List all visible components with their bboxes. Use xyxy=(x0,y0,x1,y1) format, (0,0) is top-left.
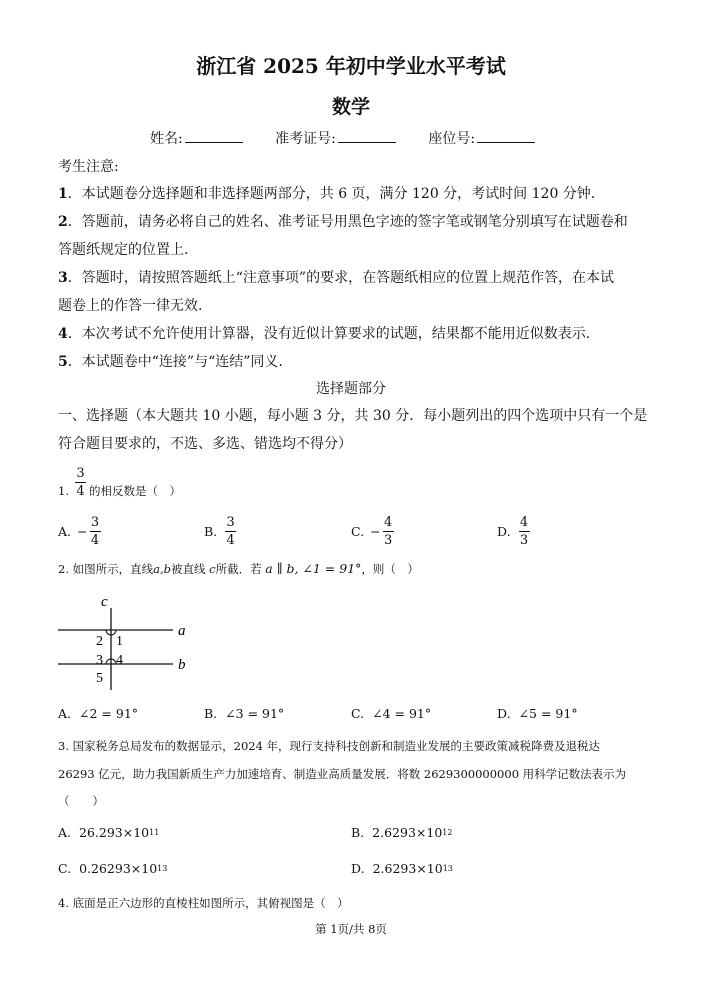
option-label: D. xyxy=(497,706,511,721)
question-number: 4. xyxy=(58,896,69,910)
seat-label: 座位号: xyxy=(428,131,476,147)
subject-title: 数学 xyxy=(331,96,370,118)
question-number: 2. xyxy=(58,562,69,576)
fraction-bar xyxy=(519,531,530,532)
question-number: 1. xyxy=(58,483,69,498)
exponent: 13 xyxy=(157,864,168,873)
fraction xyxy=(75,466,86,499)
q2-option-c[interactable] xyxy=(351,706,431,721)
name-label: 姓名: xyxy=(150,131,183,147)
fraction-bar xyxy=(75,482,86,483)
denominator: 3 xyxy=(519,533,529,548)
note-1: 1．本试题卷分选择题和非选择题两部分，共 6 页，满分 120 分，考试时间 120 分钟. xyxy=(58,186,596,202)
option-label: B. xyxy=(351,825,365,840)
q3-option-b[interactable] xyxy=(351,825,452,840)
question-stem: ，则（ ） xyxy=(361,562,419,576)
exponent: 13 xyxy=(442,864,453,873)
question-stem: 如图所示，直线 xyxy=(72,562,154,576)
option-text: 26.293×10 xyxy=(79,825,150,840)
option-text: 0.26293×10 xyxy=(79,861,158,876)
question-stem: 国家税务总局发布的数据显示，2024 年，现行支持科技创新和制造业发展的主要政策减税降费及退税达 xyxy=(72,739,601,753)
note-number: 4 xyxy=(58,326,68,342)
numerator: 3 xyxy=(226,515,235,530)
minus-sign: − xyxy=(77,524,88,539)
option-label: A. xyxy=(58,524,72,539)
q2-option-b[interactable] xyxy=(204,706,284,721)
part-one-line1: 一、选择题（本大题共 10 小题，每小题 3 分，共 30 分．每小题列出的四个选项中只有一个是 xyxy=(58,408,648,424)
question-stem: 所截．若 xyxy=(215,562,262,576)
denominator: 4 xyxy=(76,484,85,499)
option-text: ∠5 = 91° xyxy=(518,706,578,721)
math-variable: c xyxy=(209,562,216,576)
fraction xyxy=(90,515,101,548)
option-label: A. xyxy=(58,706,72,721)
question-3-line3: （ ） xyxy=(58,794,104,808)
exponent: 11 xyxy=(149,828,160,837)
numerator: 4 xyxy=(519,515,529,530)
question-3-line1 xyxy=(58,738,600,754)
option-text: ∠4 = 91° xyxy=(372,706,432,721)
option-text: 2.6293×10 xyxy=(372,861,443,876)
note-number: 1 xyxy=(58,186,68,202)
angle-4-label: 4 xyxy=(116,653,123,668)
option-label: C. xyxy=(351,706,365,721)
question-2 xyxy=(58,561,419,577)
fraction xyxy=(225,515,236,548)
angle-2-label: 2 xyxy=(96,634,103,649)
exam-title: 浙江省 2025 年初中学业水平考试 xyxy=(196,54,506,78)
info-row xyxy=(150,128,535,148)
notes-heading: 考生注意: xyxy=(58,159,119,175)
denominator: 3 xyxy=(383,533,393,548)
option-label: C. xyxy=(58,861,72,876)
q1-option-c[interactable] xyxy=(351,515,394,548)
q3-option-c[interactable] xyxy=(58,861,167,876)
section-title: 选择题部分 xyxy=(316,381,386,397)
option-label: C. xyxy=(351,524,365,539)
note-2-continued: 答题纸规定的位置上. xyxy=(58,242,189,258)
option-text: 2.6293×10 xyxy=(372,825,443,840)
note-4: 4．本次考试不允许使用计算器，没有近似计算要求的试题，结果都不能用近似数表示. xyxy=(58,326,591,342)
label-b: b xyxy=(178,657,186,673)
fraction-bar xyxy=(225,531,236,532)
note-text: 答题前，请务必将自己的姓名、准考证号用黑色字迹的签字笔或钢笔分别填写在试题卷和 xyxy=(81,214,628,230)
label-c: c xyxy=(101,594,108,610)
fraction-bar xyxy=(90,531,101,532)
option-label: B. xyxy=(204,706,218,721)
minus-sign: − xyxy=(370,524,381,539)
numerator: 4 xyxy=(383,515,393,530)
note-text: 答题时，请按照答题纸上“注意事项”的要求，在答题纸相应的位置上规范作答，在本试 xyxy=(81,270,615,286)
option-text: ∠3 = 91° xyxy=(225,706,285,721)
angle-3-label: 3 xyxy=(96,653,103,668)
note-number: 2 xyxy=(58,214,68,230)
note-3: 3．答题时，请按照答题纸上“注意事项”的要求，在答题纸相应的位置上规范作答，在本试 xyxy=(58,270,615,286)
denominator: 4 xyxy=(226,533,235,548)
option-label: A. xyxy=(58,825,72,840)
page-footer: 第 1页/共 8页 xyxy=(315,922,387,936)
q2-option-a[interactable] xyxy=(58,706,138,721)
id-blank xyxy=(338,130,396,143)
numerator: 3 xyxy=(76,466,85,481)
option-label: B. xyxy=(204,524,218,539)
note-2: 2．答题前，请务必将自己的姓名、准考证号用黑色字迹的签字笔或钢笔分别填写在试题卷和 xyxy=(58,214,628,230)
q1-option-b[interactable] xyxy=(204,515,236,548)
q2-figure xyxy=(58,594,198,694)
denominator: 4 xyxy=(90,533,100,548)
note-text: 本次考试不允许使用计算器，没有近似计算要求的试题，结果都不能用近似数表示. xyxy=(81,326,591,342)
q3-option-d[interactable] xyxy=(351,861,453,876)
note-text: 本试题卷中“连接”与“连结”同义. xyxy=(81,354,283,370)
question-stem: 底面是正六边形的直棱柱如图所示，其俯视图是（ ） xyxy=(72,896,349,910)
note-5: 5．本试题卷中“连接”与“连结”同义. xyxy=(58,354,283,370)
part-one-line2: 符合题目要求的，不选、多选、错选均不得分） xyxy=(58,436,352,452)
option-text: ∠2 = 91° xyxy=(79,706,139,721)
exponent: 12 xyxy=(442,828,453,837)
label-a: a xyxy=(178,623,186,639)
question-1 xyxy=(58,466,181,499)
name-blank xyxy=(185,130,243,143)
fraction xyxy=(383,515,394,548)
seat-blank xyxy=(477,130,535,143)
option-label: D. xyxy=(497,524,511,539)
note-number: 5 xyxy=(58,354,68,370)
option-label: D. xyxy=(351,861,365,876)
math-condition: a ∥ b, ∠1 = 91° xyxy=(265,561,362,576)
angle-5-label: 5 xyxy=(96,671,103,686)
question-stem: 被直线 xyxy=(171,562,206,576)
note-3-continued: 题卷上的作答一律无效. xyxy=(58,298,203,314)
angle-1-label: 1 xyxy=(116,634,123,649)
q1-option-a[interactable] xyxy=(58,515,101,548)
question-stem: 的相反数是（ ） xyxy=(88,483,181,498)
math-variable: a,b xyxy=(153,562,172,576)
fraction-bar xyxy=(383,531,394,532)
question-number: 3. xyxy=(58,739,69,753)
question-3-line2: 26293 亿元，助力我国新质生产力加速培育、制造业高质量发展．将数 2629300000000 用科学记数法表示为 xyxy=(58,767,627,781)
fraction xyxy=(519,515,530,548)
question-4 xyxy=(58,895,349,911)
q2-option-d[interactable] xyxy=(497,706,578,721)
numerator: 3 xyxy=(90,515,100,530)
note-number: 3 xyxy=(58,270,68,286)
id-label: 准考证号: xyxy=(275,131,336,147)
note-text: 本试题卷分选择题和非选择题两部分，共 6 页，满分 120 分，考试时间 120 分钟. xyxy=(81,186,596,202)
q1-option-d[interactable] xyxy=(497,515,530,548)
q3-option-a[interactable] xyxy=(58,825,159,840)
